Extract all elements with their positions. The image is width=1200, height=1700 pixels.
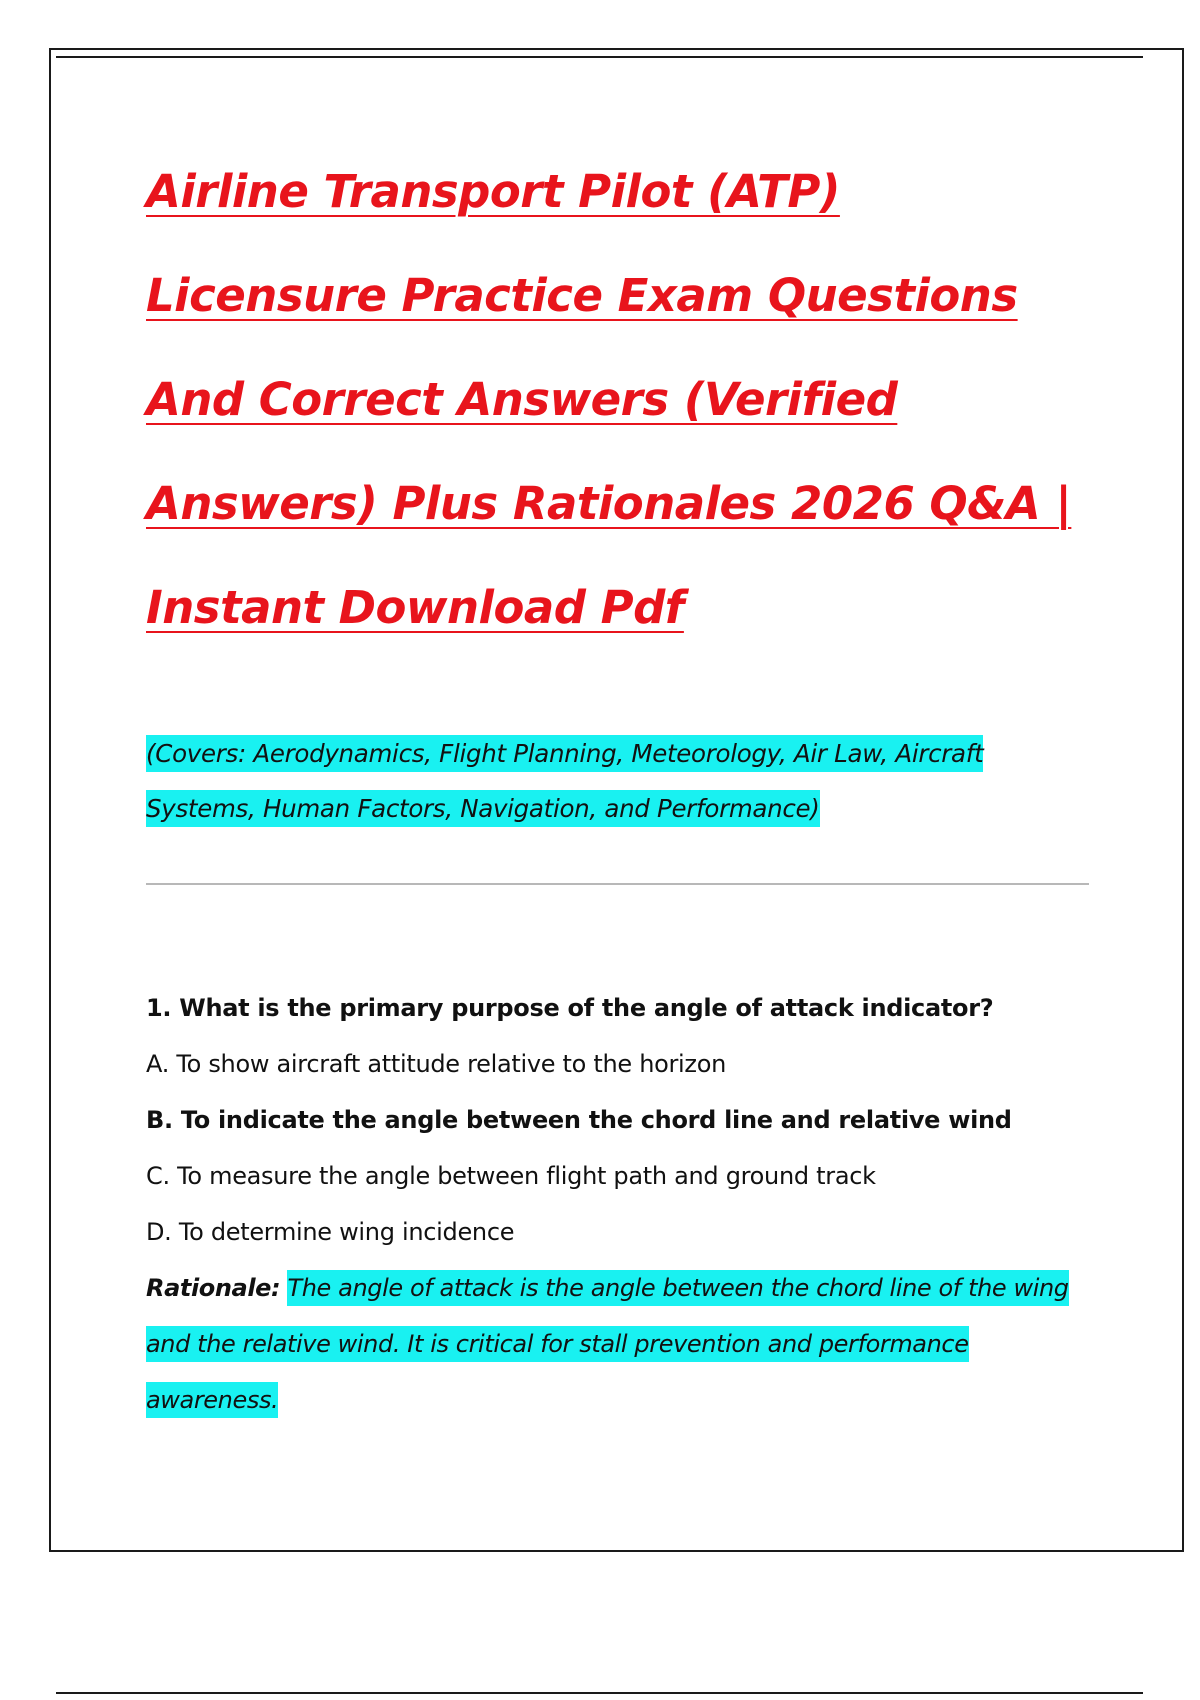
covers-highlight: (Covers: Aerodynamics, Flight Planning, Meteorology, Air Law, Aircraft Systems, Human Factors, Navigation, and Performance) (146, 735, 983, 827)
option-b-correct: B. To indicate the angle between the chord line and relative wind (146, 1106, 1012, 1134)
bottom-rule (56, 1692, 1143, 1694)
rationale-label: Rationale: (146, 1274, 281, 1302)
option-c: C. To measure the angle between flight path and ground track (146, 1162, 876, 1190)
option-d: D. To determine wing incidence (146, 1218, 515, 1246)
rationale-text: The angle of attack is the angle between the chord line of the wing and the relative wind. It is critical for stall prevention and performance awareness. (146, 1270, 1069, 1418)
document-title: Airline Transport Pilot (ATP) Licensure Practice Exam Questions And Correct Answers (Verified Answers) Plus Rationales 2026 Q&A | Instant Download Pdf (146, 165, 1072, 634)
question-prompt: 1. What is the primary purpose of the angle of attack indicator? (146, 994, 994, 1022)
covers-note (146, 726, 1066, 836)
question-block (146, 980, 1106, 1428)
section-divider (146, 883, 1089, 885)
rationale (146, 1260, 1086, 1428)
top-rule (56, 56, 1143, 58)
option-a: A. To show aircraft attitude relative to the horizon (146, 1050, 727, 1078)
